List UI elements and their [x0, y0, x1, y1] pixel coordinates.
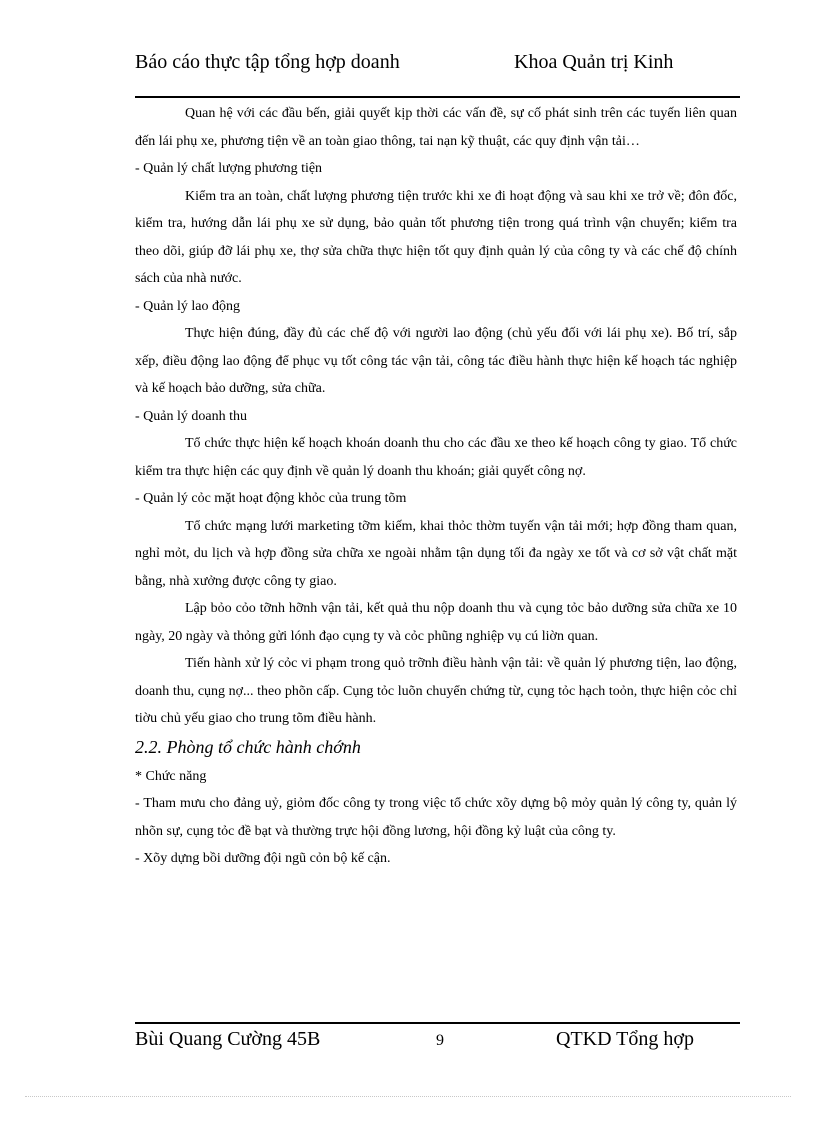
- header-rule: [135, 96, 740, 98]
- paragraph: Lập bỏo cỏo tỡnh hỡnh vận tải, kết quả thu nộp doanh thu và cụng tỏc bảo dưỡng sửa chữa xe 10 ngày, 20 ngày và thỏng gửi lónh đạo cụng ty và cỏc phũng nghiệp vụ cú liờn quan.: [135, 601, 737, 644]
- paragraph: Tổ chức thực hiện kế hoạch khoán doanh thu cho các đầu xe theo kế hoạch công ty giao. Tổ chức kiểm tra thực hiện các quy định về quản lý doanh thu khoán; giải quyết công nợ.: [135, 436, 737, 479]
- paragraph: Tiến hành xử lý cỏc vi phạm trong quỏ trỡnh điều hành vận tải: về quản lý phương tiện, lao động, doanh thu, cụng nợ... theo phõn cấp. Cụng tỏc luõn chuyển chứng từ, cụng tỏc hạch toỏn, thực hiện cỏc chỉ tiờu chủ yếu giao cho trung tõm điều hành.: [135, 656, 737, 726]
- list-item: - Xõy dựng bồi dưỡng đội ngũ cỏn bộ kế cận.: [135, 851, 391, 866]
- header-left-title: Báo cáo thực tập tổng hợp doanh: [135, 51, 400, 73]
- footer-rule: [135, 1022, 740, 1024]
- list-item: - Tham mưu cho đảng uỷ, giỏm đốc công ty trong việc tổ chức xõy dựng bộ mỏy quản lý công ty, quản lý nhõn sự, cụng tỏc đề bạt và thường trực hội đồng lương, hội đồng kỷ luật của công ty.: [135, 796, 737, 839]
- list-item: - Quản lý doanh thu: [135, 408, 247, 424]
- body-text: [135, 100, 737, 873]
- paragraph: Thực hiện đúng, đầy đủ các chế độ với người lao động (chủ yếu đối với lái phụ xe). Bố trí, sắp xếp, điều động lao động để phục vụ tốt công tác vận tải, công tác điều hành thực hiện kế hoạch tác nghiệp và kế hoạch bảo dưỡng, sửa chữa.: [135, 326, 737, 396]
- paragraph: Kiểm tra an toàn, chất lượng phương tiện trước khi xe đi hoạt động và sau khi xe trở về; đôn đốc, kiểm tra, hướng dẫn lái phụ xe sử dụng, bảo quản tốt phương tiện trong quá trình vận chuyển; kiểm tra theo dõi, giúp đỡ lái phụ xe, thợ sửa chữa thực hiện tốt quy định quản lý của công ty và các chế độ chính sách của nhà nước.: [135, 188, 737, 286]
- paragraph: Tổ chức mạng lưới marketing tỡm kiếm, khai thỏc thờm tuyến vận tải mới; hợp đồng tham quan, nghỉ mỏt, du lịch và hợp đồng sửa chữa xe ngoài nhằm tận dụng tối đa ngày xe tốt và cơ sở vật chất mặt bằng, nhà xưởng được công ty giao.: [135, 518, 737, 589]
- list-item: - Quản lý cỏc mặt hoạt động khỏc của trung tõm: [135, 491, 407, 506]
- page-break-divider: [25, 1096, 791, 1097]
- page-number: 9: [436, 1032, 444, 1049]
- list-item: - Quản lý chất lượng phương tiện: [135, 161, 323, 176]
- footer-author: Bùi Quang Cường 45B: [135, 1028, 321, 1050]
- list-item: - Quản lý lao động: [135, 298, 240, 314]
- footer-department: QTKD Tổng hợp: [556, 1028, 694, 1050]
- header-right-title: Khoa Quản trị Kinh: [514, 51, 674, 73]
- section-heading: 2.2. Phòng tổ chức hành chớnh: [135, 736, 361, 757]
- list-item: * Chức năng: [135, 768, 207, 784]
- paragraph: Quan hệ với các đầu bến, giải quyết kịp thời các vấn đề, sự cố phát sinh trên các tuyến liên quan đến lái phụ xe, phương tiện về an toàn giao thông, tai nạn kỹ thuật, các quy định vận tải…: [135, 106, 737, 149]
